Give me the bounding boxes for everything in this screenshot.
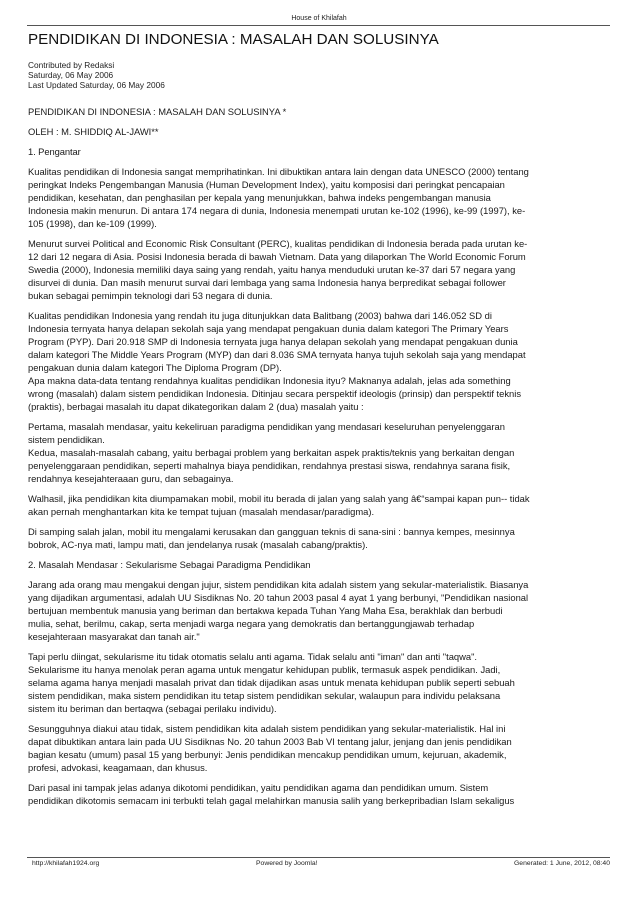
article-paragraph	[28, 558, 612, 571]
paragraph-line: Sesungguhnya diakui atau tidak, sistem pendidikan kita adalah sistem pendidikan yang sekular-materialistik. Hal ini	[28, 723, 506, 734]
footer-powered: Powered by Joomla!	[256, 860, 318, 867]
paragraph-line: Menurut survei Political and Economic Risk Consultant (PERC), kualitas pendidikan di Indonesia berada pada urutan ke-	[28, 238, 528, 249]
article-paragraph	[28, 722, 612, 774]
paragraph-line: pendidikan dikotomis semacam ini terbukti telah gagal melahirkan manusia salih yang berkepribadian Islam sekaligus	[28, 795, 515, 806]
site-header: House of Khilafah	[291, 15, 347, 22]
paragraph-line: penyelenggaraan pendidikan, seperti mahalnya biaya pendidikan, rendahnya prestasi siswa, rendahnya sarana fisik,	[28, 460, 511, 471]
page-footer	[28, 860, 610, 870]
paragraph-line: (praktis), berbagai masalah itu dapat dikategorikan dalam 2 (dua) masalah yaitu :	[28, 401, 364, 412]
paragraph-line: Jarang ada orang mau mengakui dengan jujur, sistem pendidikan kita adalah sistem yang sekular-materialistik. Biasanya	[28, 579, 529, 590]
header-divider	[27, 25, 610, 26]
paragraph-line: Sekularisme itu hanya menolak peran agama untuk mengatur kehidupan publik, termasuk aspek pendidikan. Jadi,	[28, 664, 501, 675]
footer-url: http://khilafah1924.org	[32, 860, 100, 867]
article-paragraph	[28, 650, 612, 715]
article-paragraph	[28, 525, 612, 551]
article-paragraph	[28, 145, 612, 158]
article-paragraph	[28, 165, 612, 230]
paragraph-line: bertujuan membentuk manusia yang beriman dan bertakwa kepada Tuhan Yang Maha Esa, berakhlak dan berbudi	[28, 605, 503, 616]
footer-divider	[27, 857, 610, 858]
contributed-by: Contributed by Redaksi	[28, 60, 115, 70]
article-paragraph	[28, 781, 612, 807]
paragraph-line: 1. Pengantar	[28, 146, 81, 157]
footer-generated: Generated: 1 June, 2012, 08:40	[514, 860, 610, 867]
last-updated: Last Updated Saturday, 06 May 2006	[28, 80, 165, 90]
paragraph-line: pendidikan, kesehatan, dan penghasilan per kepala yang menunjukkan, bahwa indeks pengembangan manusia	[28, 192, 491, 203]
paragraph-line: Program (PYP). Dari 20.918 SMP di Indonesia ternyata juga hanya delapan sekolah yang mendapat pengakuan dunia	[28, 336, 518, 347]
article-paragraph	[28, 125, 612, 138]
article-paragraph	[28, 578, 612, 643]
paragraph-line: Swedia (2000), Indonesia memiliki daya saing yang rendah, yaitu hanya menduduki urutan ke-37 dari 57 negara yang	[28, 264, 516, 275]
paragraph-line: kesejahteraan masyarakat dan tanah air."	[28, 631, 200, 642]
paragraph-line: mulia, sehat, berilmu, cakap, serta menjadi warga negara yang demokratis dan bertanggungjawab terhadap	[28, 618, 475, 629]
paragraph-line: pengakuan dunia dalam kategori The Diploma Program (DP).	[28, 362, 282, 373]
paragraph-line: yang dijadikan argumentasi, adalah UU Sisdiknas No. 20 tahun 2003 pasal 4 ayat 1 yang berbunyi, "Pendidikan nasional	[28, 592, 529, 603]
paragraph-line: Dari pasal ini tampak jelas adanya dikotomi pendidikan, yaitu pendidikan agama dan pendidikan umum. Sistem	[28, 782, 489, 793]
article-date: Saturday, 06 May 2006	[28, 70, 114, 80]
paragraph-line: sistem itu beriman dan bertaqwa (sebagai perilaku individu).	[28, 703, 277, 714]
paragraph-line: dalam kategori The Middle Years Program (MYP) dan dari 8.036 SMA ternyata hanya tujuh sekolah saja yang mendapat	[28, 349, 526, 360]
paragraph-line: wrong (masalah) dalam sistem pendidikan Indonesia. Ditinjau secara perspektif ideologis (prinsip) dan perspektif teknis	[28, 388, 522, 399]
paragraph-line: bukan sebagai pemimpin teknologi dari 53 negara di dunia.	[28, 290, 273, 301]
paragraph-line: 105 (1998), dan ke-109 (1999).	[28, 218, 157, 229]
paragraph-line: Indonesia makin menurun. Di antara 174 negara di dunia, Indonesia menempati urutan ke-102 (1996), ke-99 (1997), ke-	[28, 205, 526, 216]
paragraph-line: bagian kesatu (umum) pasal 15 yang berbunyi: Jenis pendidikan mencakup pendidikan umum, kejuruan, akademik,	[28, 749, 507, 760]
paragraph-line: OLEH : M. SHIDDIQ AL-JAWI**	[28, 126, 159, 137]
article-paragraph	[28, 420, 612, 485]
paragraph-line: 12 dari 12 negara di Asia. Posisi Indonesia berada di bawah Vietnam. Data yang dilaporkan The World Economic Forum	[28, 251, 526, 262]
paragraph-line: Tapi perlu diingat, sekularisme itu tidak otomatis selalu anti agama. Tidak selalu anti "iman" dan anti "taqwa".	[28, 651, 478, 662]
paragraph-line: Indonesia ternyata hanya delapan sekolah saja yang mendapat pengakuan dunia dalam kategori The Primary Years	[28, 323, 509, 334]
paragraph-line: disurvei di dunia. Dan masih menurut survai dari lembaga yang sama Indonesia hanya berpredikat sebagai follower	[28, 277, 506, 288]
paragraph-line: Kualitas pendidikan di Indonesia sangat memprihatinkan. Ini dibuktikan antara lain dengan data UNESCO (2000) tentang	[28, 166, 529, 177]
paragraph-line: Pertama, masalah mendasar, yaitu kekeliruan paradigma pendidikan yang mendasari keseluruhan penyelenggaran	[28, 421, 505, 432]
paragraph-line: sistem pendidikan, maka sistem pendidikan itu tetap sistem pendidikan sekular, walaupun para individu pelaksana	[28, 690, 501, 701]
paragraph-line: Di samping salah jalan, mobil itu mengalami kerusakan dan gangguan teknis di sana-sini : bannya kempes, mesinnya	[28, 526, 515, 537]
paragraph-line: Kualitas pendidikan Indonesia yang rendah itu juga ditunjukkan data Balitbang (2003) bahwa dari 146.052 SD di	[28, 310, 492, 321]
paragraph-line: 2. Masalah Mendasar : Sekularisme Sebagai Paradigma Pendidikan	[28, 559, 311, 570]
paragraph-line: Kedua, masalah-masalah cabang, yaitu berbagai problem yang berkaitan aspek praktis/teknis yang berkaitan dengan	[28, 447, 515, 458]
article-body	[28, 105, 612, 814]
paragraph-line: PENDIDIKAN DI INDONESIA : MASALAH DAN SOLUSINYA *	[28, 106, 287, 117]
paragraph-line: profesi, advokasi, keagamaan, dan khusus.	[28, 762, 208, 773]
paragraph-line: Walhasil, jika pendidikan kita diumpamakan mobil, mobil itu berada di jalan yang salah yang â€“sampai kapan pun-- tidak	[28, 493, 530, 504]
article-paragraph	[28, 237, 612, 302]
article-paragraph	[28, 492, 612, 518]
paragraph-line: peringkat Indeks Pengembangan Manusia (Human Development Index), yaitu komposisi dari peringkat pencapaian	[28, 179, 505, 190]
paragraph-line: akan pernah menghantarkan kita ke tempat tujuan (masalah mendasar/paradigma).	[28, 506, 375, 517]
paragraph-line: selama agama hanya menjadi masalah privat dan tidak dijadikan asas untuk menata kehidupan publik seperti sebuah	[28, 677, 515, 688]
article-meta	[28, 60, 165, 90]
article-paragraph	[28, 309, 612, 413]
paragraph-line: Apa makna data-data tentang rendahnya kualitas pendidikan Indonesia ityu? Maknanya adalah, jelas ada something	[28, 375, 511, 386]
paragraph-line: rendahnya kesejahteraaan guru, dan sebagainya.	[28, 473, 234, 484]
article-paragraph	[28, 105, 612, 118]
article-title: PENDIDIKAN DI INDONESIA : MASALAH DAN SOLUSINYA	[28, 31, 439, 48]
paragraph-line: bobrok, AC-nya mati, lampu mati, dan jendelanya rusak (masalah cabang/praktis).	[28, 539, 368, 550]
paragraph-line: dapat dibuktikan antara lain pada UU Sisdiknas No. 20 tahun 2003 Bab VI tentang jalur, jenjang dan jenis pendidikan	[28, 736, 512, 747]
paragraph-line: sistem pendidikan.	[28, 434, 105, 445]
